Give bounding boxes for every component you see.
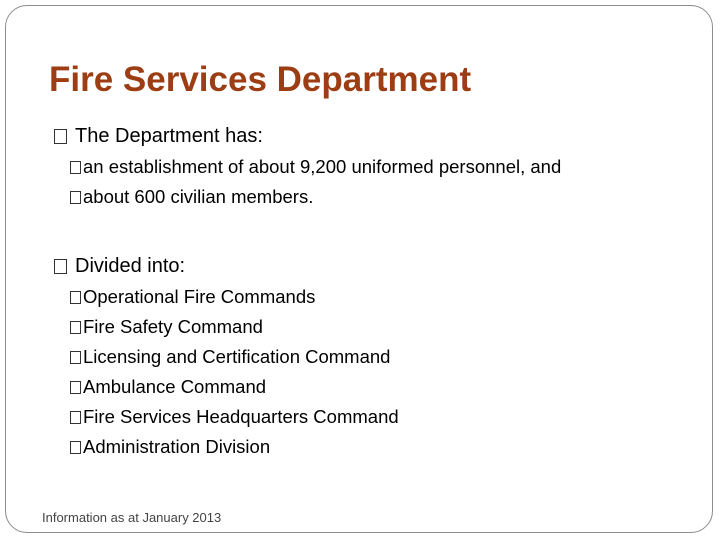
list-item: [70, 312, 399, 342]
list-item-text: Ambulance Command: [83, 376, 267, 397]
slide: [5, 5, 713, 533]
checkbox-bullet-icon: [70, 291, 81, 304]
department-facts-list: [54, 152, 561, 212]
section-department-has: [54, 122, 561, 212]
list-item: [70, 432, 399, 462]
section-divided-into: [54, 252, 399, 462]
checkbox-bullet-icon: [70, 351, 81, 364]
checkbox-bullet-icon: [54, 259, 67, 274]
list-item-text: Operational Fire Commands: [83, 286, 316, 307]
checkbox-bullet-icon: [70, 321, 81, 334]
list-item-text: about 600 civilian members.: [83, 186, 314, 207]
section-heading-text: The Department has:: [75, 125, 263, 147]
list-item: [70, 372, 399, 402]
slide-title: Fire Services Department: [49, 60, 472, 99]
list-item: [70, 402, 399, 432]
checkbox-bullet-icon: [70, 411, 81, 424]
list-item-text: Licensing and Certification Command: [83, 346, 391, 367]
checkbox-bullet-icon: [70, 441, 81, 454]
checkbox-bullet-icon: [70, 381, 81, 394]
checkbox-bullet-icon: [70, 161, 81, 174]
divisions-list: [54, 282, 399, 462]
checkbox-bullet-icon: [70, 191, 81, 204]
list-item-text: Administration Division: [83, 436, 271, 457]
list-item-text: an establishment of about 9,200 uniformed personnel, and: [83, 156, 562, 177]
list-item: [70, 182, 561, 212]
list-item: [70, 152, 561, 182]
list-item: [70, 282, 399, 312]
section-heading: [54, 252, 399, 280]
list-item-text: Fire Safety Command: [83, 316, 263, 337]
section-heading: [54, 122, 561, 150]
footer-note: Information as at January 2013: [42, 510, 222, 525]
list-item: [70, 342, 399, 372]
section-heading-text: Divided into:: [75, 255, 186, 277]
checkbox-bullet-icon: [54, 129, 67, 144]
list-item-text: Fire Services Headquarters Command: [83, 406, 399, 427]
